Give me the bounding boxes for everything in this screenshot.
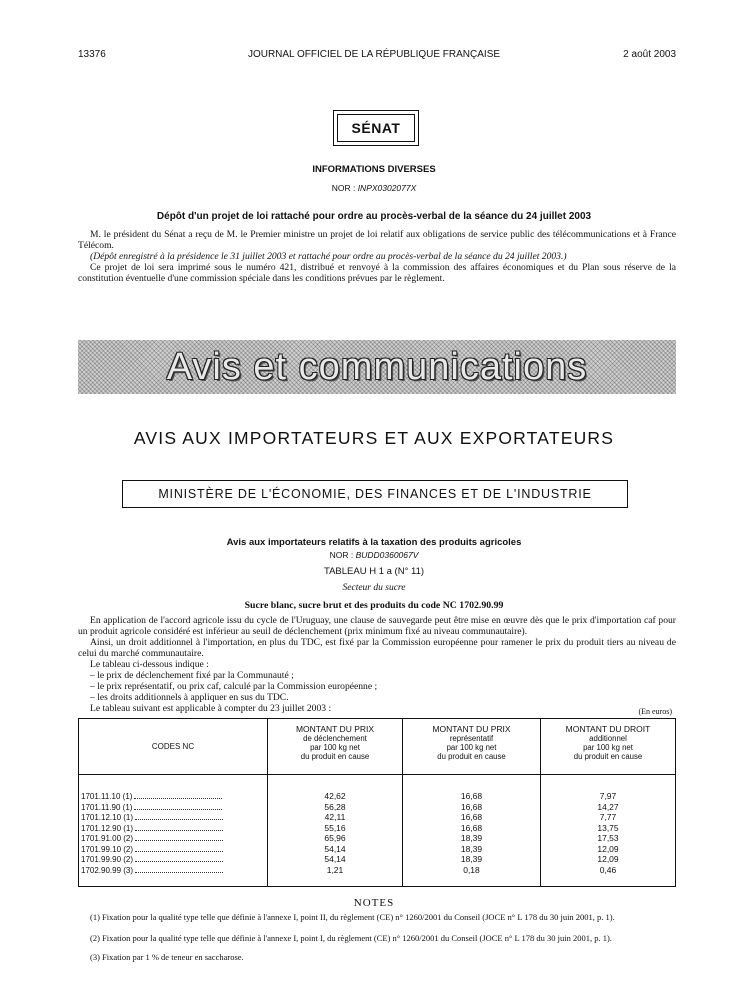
value-cell: 13,75	[597, 822, 619, 833]
col-header-line: du produit en cause	[300, 752, 370, 761]
col-header-line: MONTANT DU PRIX	[295, 724, 375, 734]
value-cell: 18,39	[460, 833, 483, 843]
value-cell: 42,11	[324, 812, 346, 822]
senat-para-1: M. le président du Sénat a reçu de M. le Premier ministre un projet de loi relatif aux obligations de service public des télécommunications et à France Télécom.	[78, 229, 676, 251]
col-header-line: du produit en cause	[437, 752, 506, 761]
value-cell: 12,09	[597, 843, 619, 854]
table-row	[81, 844, 267, 855]
table-body-row	[79, 775, 676, 887]
table-row	[81, 833, 267, 844]
value-cell: 12,09	[597, 854, 619, 864]
value-cell: 55,16	[324, 822, 346, 833]
col-header-line: additionnel	[589, 734, 627, 743]
tableau-label: TABLEAU H 1 a (N° 11)	[323, 566, 425, 577]
senat-subtitle: Dépôt d'un projet de loi rattaché pour ordre au procès-verbal de la séance du 24 juillet 2003	[156, 211, 592, 222]
code-cell: 1701.91.00 (2)	[81, 834, 134, 843]
col-header-line: du produit en cause	[573, 752, 643, 761]
publication-date: 2 août 2003	[623, 49, 676, 60]
code-cell: 1701.99.90 (2)	[81, 855, 134, 864]
declenchement-column	[268, 775, 403, 887]
value-cell: 0,46	[599, 864, 617, 875]
col-header-line: MONTANT DU DROIT	[565, 724, 651, 734]
value-cell: 54,14	[324, 854, 346, 864]
ministry-box: MINISTÈRE DE L'ÉCONOMIE, DES FINANCES ET DE L'INDUSTRIE	[122, 480, 628, 508]
code-cell: 1702.90.99 (3)	[81, 865, 134, 875]
avis-para-3: Le tableau ci-dessous indique :	[90, 659, 209, 670]
value-cell: 16,68	[460, 812, 483, 822]
col-header-line: représentatif	[449, 734, 494, 743]
product-title: Sucre blanc, sucre brut et des produits du code NC 1702.90.99	[244, 600, 504, 611]
col-header-droit	[541, 719, 676, 775]
banner-text: Avis et communications	[166, 346, 588, 388]
avis-para-4: Le tableau suivant est applicable à compter du 23 juillet 2003 :	[90, 703, 332, 714]
code-cell: 1701.11.90 (1)	[81, 802, 133, 812]
col-header-line: par 100 kg net	[583, 743, 633, 752]
value-cell: 7,77	[599, 812, 617, 822]
avis-title: Avis aux importateurs relatifs à la taxation des produits agricoles	[226, 537, 522, 548]
value-cell: 1,21	[326, 864, 344, 875]
table-row	[81, 823, 267, 834]
code-cell: 1701.12.90 (1)	[81, 823, 134, 833]
value-cell: 56,28	[324, 801, 346, 812]
senat-para-2: (Dépôt enregistré à la présidence le 31 juillet 2003 et rattaché pour ordre au procès-verbal de la séance du 24 juillet 2003.)	[90, 251, 567, 262]
nor-code: INPX0302077X	[357, 183, 417, 193]
notes-title: NOTES	[353, 897, 395, 909]
table-header-row	[79, 719, 676, 775]
unit-note: (En euros)	[638, 707, 672, 716]
value-cell: 7,97	[599, 791, 617, 801]
value-cell: 16,68	[460, 822, 483, 833]
value-cell: 18,39	[460, 854, 483, 864]
col-header-line: par 100 kg net	[446, 743, 497, 752]
nor-label: NOR :	[329, 550, 354, 560]
table-row	[81, 854, 267, 865]
secteur-label: Secteur du sucre	[342, 583, 406, 593]
col-header-line: MONTANT DU PRIX	[432, 724, 511, 734]
note-2: (2) Fixation pour la qualité type telle que définie à l'annexe I, point I, du règlement (CE) n° 1260/2001 du Conseil (JOCE n° L 178 du 30 juin 2001, p. 1).	[90, 933, 612, 943]
table-row	[81, 802, 267, 813]
nor-code: BUDD0360067V	[355, 550, 419, 560]
avis-bullet-3: – les droits additionnels à appliquer en sus du TDC.	[90, 692, 289, 703]
senat-box: SÉNAT	[337, 114, 415, 142]
note-3: (3) Fixation par 1 % de teneur en saccharose.	[90, 952, 244, 962]
table-row	[81, 812, 267, 823]
value-cell: 54,14	[324, 843, 346, 854]
droit-column	[541, 775, 676, 887]
value-cell: 18,39	[460, 843, 483, 854]
page-number: 13376	[78, 49, 106, 60]
codes-column	[79, 775, 268, 887]
value-cell: 17,53	[597, 833, 619, 843]
value-cell: 16,68	[460, 791, 483, 801]
value-cell: 0,18	[463, 864, 480, 875]
code-cell: 1701.11.10 (1)	[81, 792, 133, 801]
senat-para-3: Ce projet de loi sera imprimé sous le numéro 421, distribué et renvoyé à la commission des affaires économiques et du Plan sous réserve de la constitution éventuelle d'une commission spéciale dans les conditions prévues par le règlement.	[78, 262, 676, 284]
col-header-representatif	[403, 719, 541, 775]
value-cell: 16,68	[460, 801, 483, 812]
col-header-codes: CODES NC	[79, 719, 268, 775]
journal-title: JOURNAL OFFICIEL DE LA RÉPUBLIQUE FRANÇAISE	[247, 49, 501, 60]
table-row	[81, 865, 267, 876]
value-cell: 65,96	[324, 833, 346, 843]
main-title: AVIS AUX IMPORTATEURS ET AUX EXPORTATEURS	[133, 428, 615, 448]
note-1: (1) Fixation pour la qualité type telle que définie à l'annexe I, point II, du règlement (CE) n° 1260/2001 du Conseil (JOCE n° L 178 du 30 juin 2001, p. 1).	[90, 912, 615, 922]
col-header-line: par 100 kg net	[310, 743, 360, 752]
avis-banner	[78, 340, 676, 394]
col-header-declenchement	[268, 719, 403, 775]
avis-nor	[0, 550, 748, 560]
avis-bullet-2: – le prix représentatif, ou prix caf, calculé par la Commission européenne ;	[90, 681, 378, 692]
senat-nor	[0, 183, 748, 193]
representatif-column	[403, 775, 541, 887]
code-cell: 1701.12.10 (1)	[81, 813, 134, 822]
table-row	[81, 791, 267, 802]
nor-label: NOR :	[331, 183, 356, 193]
code-cell: 1701.99.10 (2)	[81, 844, 134, 854]
avis-bullet-1: – le prix de déclenchement fixé par la Communauté ;	[90, 670, 294, 681]
value-cell: 14,27	[597, 801, 619, 812]
avis-para-2: Ainsi, un droit additionnel à l'importation, en plus du TDC, est fixé par la Commission européenne pour ramener le prix du produit tiers au niveau de celui du marché communautaire.	[78, 637, 676, 659]
tariff-table	[78, 718, 676, 887]
col-header-line: de déclenchement	[303, 734, 367, 743]
avis-para-1: En application de l'accord agricole issu du cycle de l'Uruguay, une clause de sauvegarde peut être mise en œuvre dès que le prix d'importation caf pour un produit agricole considéré est inférieur au seuil de déclenchement (prix minimum fixé au niveau communautaire).	[78, 615, 676, 637]
section-title: INFORMATIONS DIVERSES	[312, 164, 436, 175]
value-cell: 42,62	[324, 791, 346, 801]
